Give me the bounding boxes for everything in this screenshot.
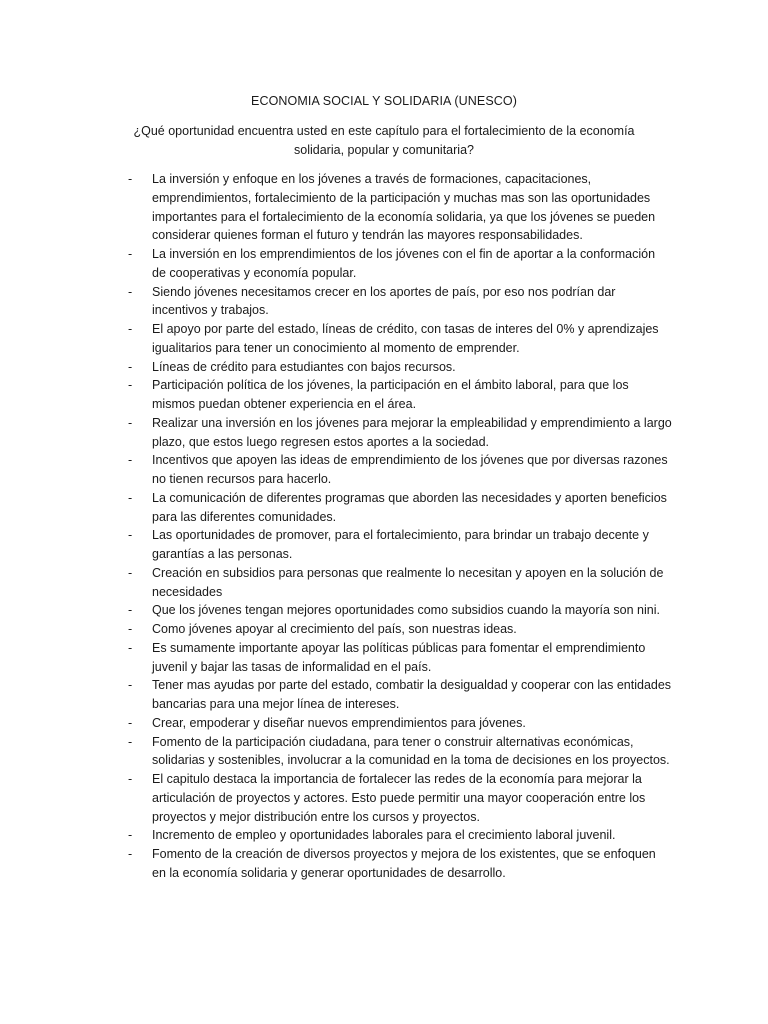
list-item [128,601,672,620]
bullet-dash: - [128,490,133,505]
list-item [128,320,672,358]
bullet-dash: - [128,772,133,786]
bullet-dash: - [128,678,133,693]
list-item [128,283,672,321]
bullet-dash: - [128,828,133,843]
list-item [128,676,672,714]
bullet-dash: - [128,528,133,543]
list-item-text: Como jóvenes apoyar al crecimiento del país, son nuestras ideas. [152,622,517,636]
list-item [128,733,672,771]
opportunity-list [128,170,672,883]
list-item-text: Incentivos que apoyen las ideas de emprendimiento de los jóvenes que por diversas razones no tienen recursos para hacerlo. [152,453,668,486]
list-item-text: Siendo jóvenes necesitamos crecer en los aportes de país, por eso nos podrían dar incentivos y trabajos. [152,284,616,318]
bullet-dash: - [128,847,133,861]
list-item [128,526,672,564]
list-item-text: El apoyo por parte del estado, líneas de crédito, con tasas de interes del 0% y aprendizajes igualitarios para tener un conocimiento al momento de emprender. [152,322,659,355]
list-item-text: Crear, empoderar y diseñar nuevos emprendimientos para jóvenes. [152,715,526,730]
list-item [128,770,672,826]
list-item-text: Líneas de crédito para estudiantes con bajos recursos. [152,359,456,374]
list-item [128,489,672,527]
list-item [128,376,672,414]
bullet-dash: - [128,715,133,730]
bullet-dash: - [128,603,133,618]
list-item-text: Incremento de empleo y oportunidades laborales para el crecimiento laboral juvenil. [152,828,616,843]
list-item-text: Realizar una inversión en los jóvenes para mejorar la empleabilidad y emprendimiento a largo plazo, que estos luego regresen estos aportes a la sociedad. [152,415,672,449]
bullet-dash: - [128,622,133,636]
bullet-dash: - [128,378,133,393]
list-item [128,639,672,677]
bullet-dash: - [128,172,133,186]
list-item-text: Creación en subsidios para personas que realmente lo necesitan y apoyen en la solución de necesidades [152,565,664,599]
list-item [128,845,672,883]
list-item-text: Fomento de la participación ciudadana, para tener o construir alternativas económicas, solidarias y sostenibles, involucrar a la comunidad en la toma de decisiones en los proyectos. [152,734,670,768]
list-item [128,714,672,733]
bullet-dash: - [128,247,133,261]
list-item-text: Que los jóvenes tengan mejores oportunidades como subsidios cuando la mayoría son nini. [152,603,660,618]
list-item-text: La comunicación de diferentes programas que aborden las necesidades y aporten beneficios para las diferentes comunidades. [152,490,667,524]
list-item [128,358,672,377]
document-title: ECONOMIA SOCIAL Y SOLIDARIA (UNESCO) [251,94,517,108]
list-item [128,451,672,489]
bullet-dash: - [128,359,133,374]
list-item [128,245,672,283]
list-item-text: La inversión en los emprendimientos de los jóvenes con el fin de aportar a la conformación de cooperativas y economía popular. [152,247,656,280]
question-text: ¿Qué oportunidad encuentra usted en este capítulo para el fortalecimiento de la economía solidaria, popular y comunitaria? [133,124,635,157]
bullet-dash: - [128,322,133,336]
bullet-dash: - [128,734,133,749]
bullet-dash: - [128,565,133,580]
list-item-text: El capitulo destaca la importancia de fortalecer las redes de la economía para mejorar la articulación de proyectos y actores. Esto puede permitir una mayor cooperación entre los proyectos y mejor distribución entre los cursos y proyectos. [152,772,646,824]
list-item [128,414,672,452]
list-item-text: Es sumamente importante apoyar las políticas públicas para fomentar el emprendimiento juvenil y bajar las tasas de informalidad en el país. [152,640,646,674]
list-item [128,826,672,845]
list-item-text: La inversión y enfoque en los jóvenes a través de formaciones, capacitaciones, emprendimientos, fortalecimiento de la participación y muchas mas son las oportunidades importantes para el fortalecimiento de la economía solidaria, ya que los jóvenes se pueden considerar quienes forman el futuro y tendrán las mayores responsabilidades. [152,172,656,243]
bullet-dash: - [128,640,133,655]
list-item [128,564,672,602]
list-item-text: Participación política de los jóvenes, la participación en el ámbito laboral, para que los mismos puedan obtener experiencia en el área. [152,378,629,411]
list-item-text: Las oportunidades de promover, para el fortalecimiento, para brindar un trabajo decente y garantías a las personas. [152,528,649,561]
list-item [128,620,672,639]
list-item-text: Fomento de la creación de diversos proyectos y mejora de los existentes, que se enfoquen en la economía solidaria y generar oportunidades de desarrollo. [152,847,656,880]
bullet-dash: - [128,415,133,430]
bullet-dash: - [128,453,133,468]
list-item [128,170,672,245]
bullet-dash: - [128,284,133,299]
list-item-text: Tener mas ayudas por parte del estado, combatir la desigualdad y cooperar con las entidades bancarias para una mejor línea de intereses. [152,678,672,711]
